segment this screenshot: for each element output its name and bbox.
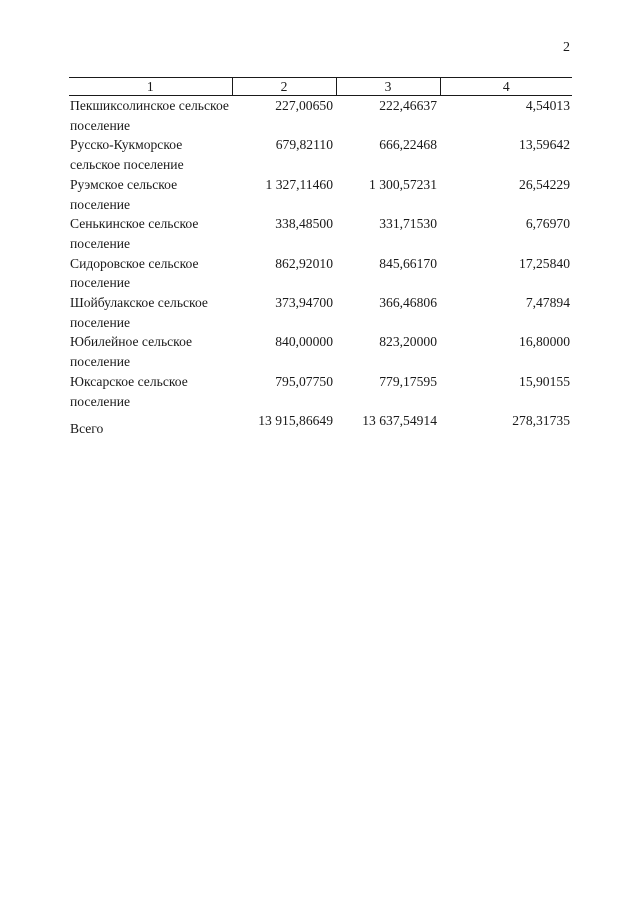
table-row [69, 332, 572, 371]
table-row [69, 214, 572, 253]
table-row [69, 96, 572, 136]
value-col-2: 840,00000 [275, 334, 333, 350]
header-col-2: 2 [232, 78, 336, 96]
table-row [69, 254, 572, 293]
value-col-2: 1 327,11460 [265, 176, 333, 192]
settlement-name: Сенькинское сельское поселение [70, 216, 199, 251]
total-label: Всего [70, 421, 104, 437]
value-col-2: 373,94700 [275, 295, 333, 311]
table-row [69, 135, 572, 174]
table-header [69, 78, 572, 96]
total-col-4: 278,31735 [512, 413, 570, 429]
header-col-1: 1 [69, 78, 232, 96]
value-col-4: 7,47894 [525, 295, 570, 311]
value-col-2: 338,48500 [275, 216, 333, 232]
settlement-name: Пекшиксолинское сельское поселение [70, 98, 229, 133]
value-col-4: 26,54229 [519, 176, 570, 192]
settlement-name: Русско-Кукморское сельское поселение [70, 137, 184, 173]
value-col-3: 222,46637 [379, 98, 437, 113]
value-col-3: 1 300,57231 [369, 176, 437, 192]
value-col-3: 779,17595 [379, 373, 437, 389]
data-table [69, 77, 572, 439]
value-col-2: 795,07750 [275, 373, 333, 389]
value-col-2: 227,00650 [275, 98, 333, 113]
table-body [69, 96, 572, 439]
settlement-name: Руэмское сельское поселение [70, 176, 178, 212]
page-number: 2 [563, 40, 570, 55]
value-col-3: 331,71530 [379, 216, 437, 232]
value-col-4: 4,54013 [525, 98, 570, 113]
settlement-name: Юбилейное сельское поселение [70, 334, 193, 370]
settlement-name: Сидоровское сельское поселение [70, 255, 199, 291]
total-row [69, 411, 572, 439]
settlement-name: Шойбулакское сельское поселение [70, 295, 208, 330]
value-col-2: 679,82110 [275, 137, 333, 153]
settlement-name: Юксарское сельское поселение [70, 373, 188, 409]
header-row [69, 78, 572, 96]
value-col-4: 16,80000 [519, 334, 570, 350]
table-row [69, 175, 572, 214]
value-col-4: 17,25840 [519, 255, 570, 271]
total-col-2: 13 915,86649 [258, 413, 333, 429]
table-row [69, 293, 572, 332]
value-col-3: 366,46806 [379, 295, 437, 311]
value-col-4: 6,76970 [525, 216, 570, 232]
value-col-2: 862,92010 [275, 255, 333, 271]
value-col-4: 15,90155 [519, 373, 570, 389]
value-col-3: 823,20000 [379, 334, 437, 350]
value-col-4: 13,59642 [519, 137, 570, 153]
header-col-4: 4 [440, 78, 572, 96]
header-col-3: 3 [336, 78, 440, 96]
table-row [69, 372, 572, 411]
value-col-3: 845,66170 [379, 255, 437, 271]
value-col-3: 666,22468 [379, 137, 437, 153]
total-col-3: 13 637,54914 [362, 413, 437, 429]
